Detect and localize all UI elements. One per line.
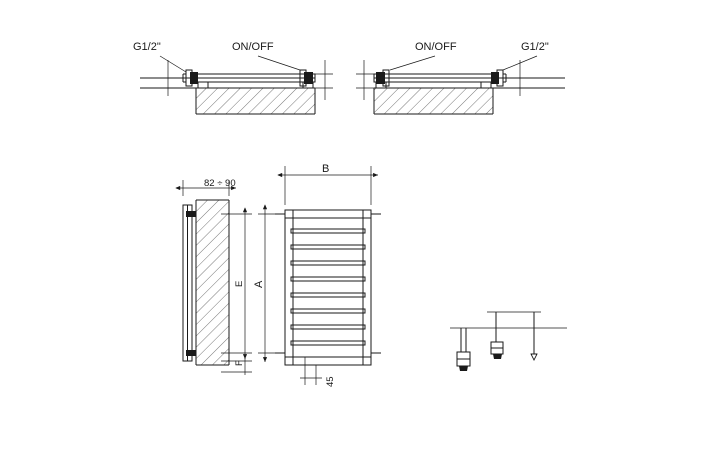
wiring-detail [450,312,567,371]
label-45: 45 [325,376,336,387]
top-right-wall-view [356,56,565,114]
top-left-wall-view [140,56,333,114]
label-e: E [234,280,245,287]
label-b: B [322,163,330,175]
label-g12-left: G1/2" [133,41,161,53]
label-onoff-right: ON/OFF [415,41,457,53]
side-view [176,180,252,375]
label-onoff-left: ON/OFF [232,41,274,53]
label-depth: 82 ÷ 90 [204,178,236,189]
label-g12-right: G1/2" [521,41,549,53]
label-f: F [234,360,245,366]
front-view [258,166,381,385]
label-a: A [253,280,265,288]
